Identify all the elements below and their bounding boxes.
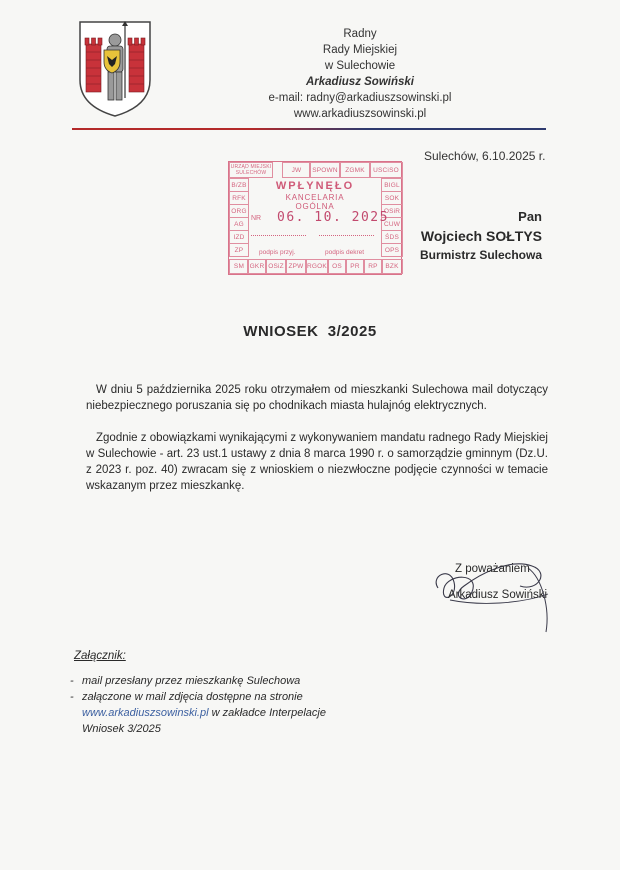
attachment-continuation (70, 705, 326, 721)
body-paragraph (86, 382, 548, 414)
stamp-top-cell: ZGMK (339, 162, 371, 178)
document-title: WNIOSEK 3/2025 (243, 323, 377, 340)
attachments-label: Załącznik: (74, 650, 126, 662)
stamp-left-cell: IZD (229, 230, 249, 244)
list-bullet: - (70, 675, 74, 687)
paragraph-text: W dniu 5 października 2025 roku otrzymałem od mieszkanki Sulechowa mail dotyczący niebezpiecznego poruszania się po chodnikach miasta hulajnóg elektrycznych. (86, 384, 548, 412)
sender-name: Arkadiusz Sowiński (305, 76, 414, 88)
stamp-bottom-cell: OSiZ (265, 259, 287, 274)
stamp-subtitle: KANCELARIA OGÓLNA (285, 193, 345, 211)
sender-website: www.arkadiuszsowinski.pl (293, 108, 427, 120)
stamp-left-cell: ORG (229, 204, 249, 218)
stamp-signature-line (251, 235, 306, 236)
addressee-block (420, 208, 542, 264)
stamp-left-cell: AG (229, 217, 249, 231)
header-divider (72, 128, 546, 130)
addressee-role: Burmistrz Sulechowa (419, 248, 542, 262)
stamp-decree-label: podpis dekret (325, 249, 365, 256)
stamp-right-cell: ŚDS (381, 230, 403, 244)
attachment-text: mail przesłany przez mieszkankę Sulechowa (82, 675, 301, 687)
list-item (70, 673, 326, 689)
stamp-left-cell: ZP (229, 243, 249, 257)
stamp-bottom-cell: PR (345, 259, 365, 274)
paragraph-text: Zgodnie z obowiązkami wynikającymi z wykonywaniem mandatu radnego Rady Miejskiej w Sulechowie - art. 23 ust.1 ustawy z dnia 8 marca 1990 r. o samorządzie gminnym (Dz.U. z 2023 r. poz. 40) zwracam się z wnioskiem o niezwłoczne podjęcie czynności w temacie wskazanym przez mieszkankę. (86, 432, 548, 492)
attachment-text: załączone w mail zdjęcia dostępne na stronie (82, 691, 303, 703)
letter-date: Sulechów, 6.10.2025 r. (424, 149, 546, 163)
stamp-right-cell: BZK (381, 259, 403, 274)
stamp-right-cell: SOK (381, 191, 403, 205)
stamp-right-cell: BIGL (381, 178, 403, 192)
stamp-office: URZĄD MIEJSKI SULECHÓW (230, 164, 272, 176)
addressee-salutation: Pan (518, 209, 542, 224)
list-bullet: - (70, 691, 74, 703)
stamp-right-cell: CUW (381, 217, 403, 231)
sender-header (200, 26, 520, 122)
website-link[interactable]: www.arkadiuszsowinski.pl (82, 707, 209, 719)
stamp-top-cell: SPOWN (309, 162, 341, 178)
attachments-list (70, 673, 326, 737)
sender-title: Radny (343, 28, 377, 40)
signer-name: Arkadiusz Sowiński (448, 589, 548, 601)
body-paragraph (86, 430, 548, 494)
stamp-nr-label: NR (251, 215, 262, 222)
stamp-left-cell: B/ZB (229, 178, 249, 192)
closing-phrase: Z poważaniem (455, 563, 530, 575)
stamp-bottom-cell: GKR (247, 259, 267, 274)
stamp-right-cell: OPS (381, 243, 403, 257)
stamp-signature-line (319, 235, 374, 236)
stamp-title: WPŁYNĘŁO (275, 180, 355, 192)
sender-email: e-mail: radny@arkadiuszsowinski.pl (268, 92, 452, 104)
stamp-right-cell: OSiR (381, 204, 403, 218)
stamp-left-cell: RFK (229, 191, 249, 205)
stamp-top-cell: JW (282, 162, 311, 178)
sender-town: w Sulechowie (324, 60, 396, 72)
stamp-bottom-cell: OS (327, 259, 347, 274)
stamp-bottom-cell: ZPW (285, 259, 307, 274)
attachment-text: w zakładce Interpelacje (211, 707, 326, 719)
stamp-received-date: 06. 10. 2025 (277, 210, 389, 225)
received-stamp (228, 161, 402, 275)
stamp-bottom-cell: RGOK (305, 259, 329, 274)
stamp-top-cell: USCiSO (369, 162, 403, 178)
list-item (70, 689, 326, 705)
coat-of-arms-logo (76, 18, 154, 118)
addressee-name: Wojciech SOŁTYS (420, 228, 542, 244)
stamp-left-cell: SM (229, 259, 249, 274)
sender-council: Rady Miejskiej (322, 44, 398, 56)
stamp-accepted-label: podpis przyj. (259, 249, 296, 256)
stamp-bottom-cell: RP (363, 259, 383, 274)
attachment-continuation: Wniosek 3/2025 (82, 723, 161, 735)
